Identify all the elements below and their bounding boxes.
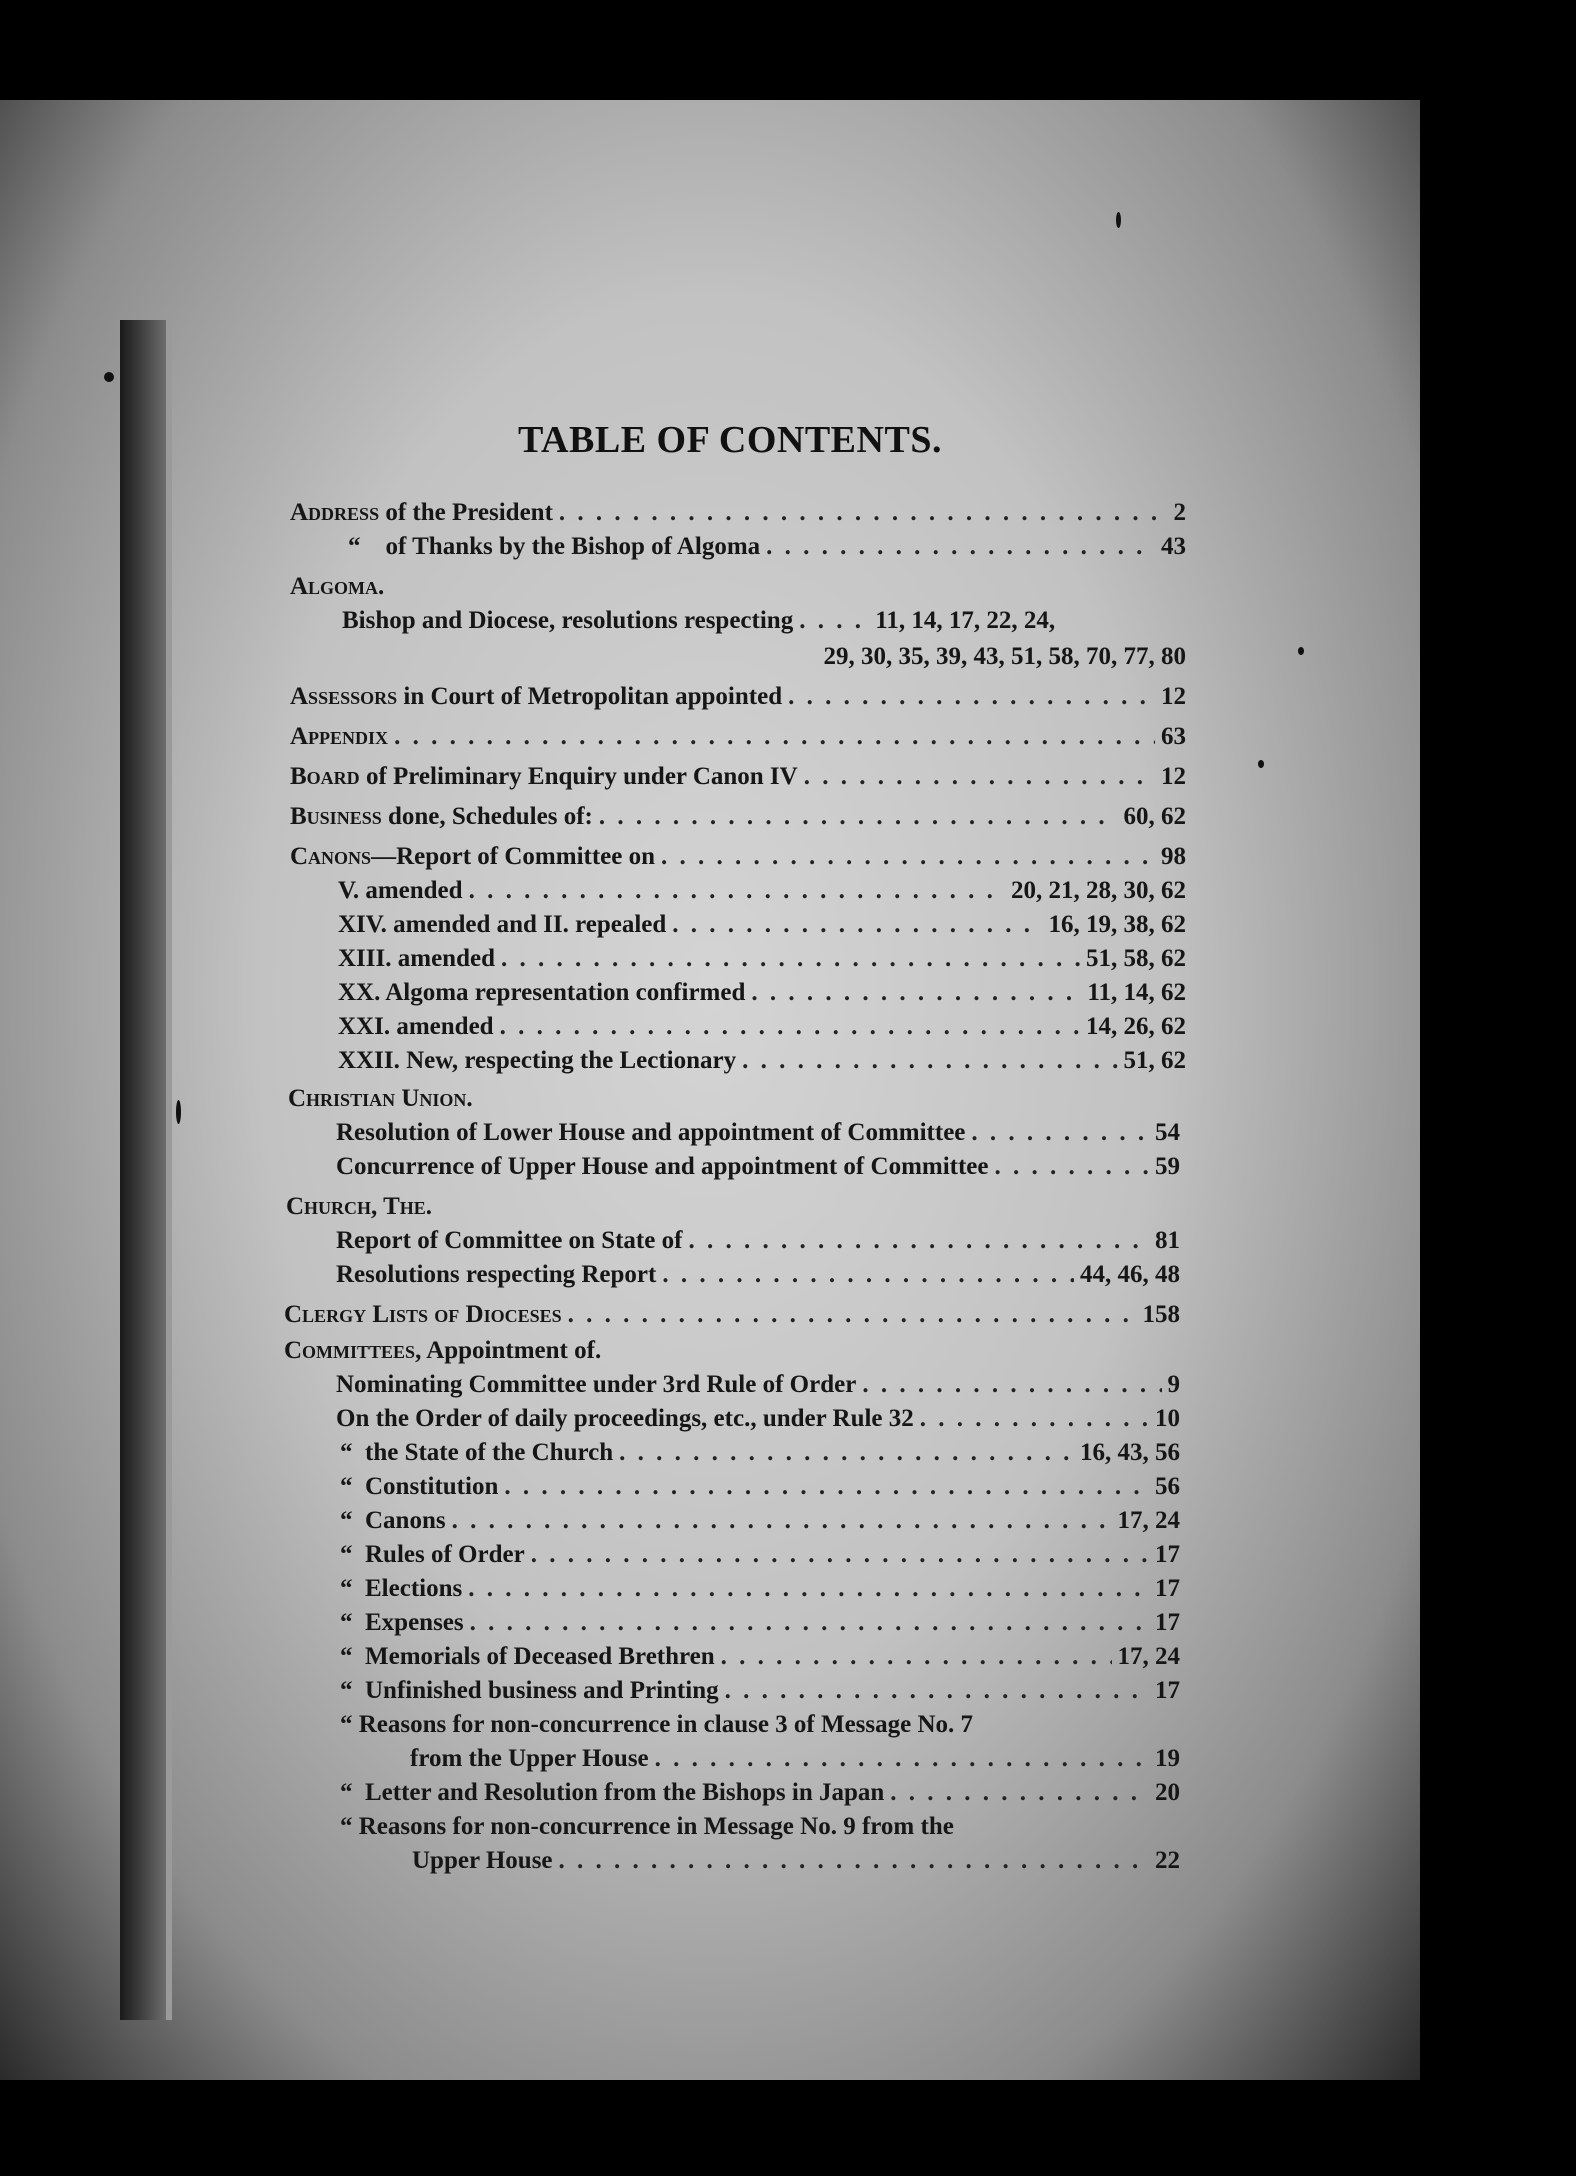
entry-text: of Thanks by the Bishop of Algoma: [360, 533, 761, 560]
leader-dots: [501, 942, 1080, 976]
toc-entry: “ Rules of Order . . . 17: [340, 1538, 1180, 1572]
leader-dots: [804, 760, 1155, 794]
leader-dots: [742, 1044, 1117, 1078]
toc-entry: Nominating Committee under 3rd Rule of Order . . . 9: [336, 1368, 1180, 1402]
toc-entry: Concurrence of Upper House and appointment of Committee . . . 59: [336, 1150, 1180, 1184]
toc-entry: XXII. New, respecting the Lectionary . . . 51, 62: [338, 1044, 1186, 1078]
toc-entry: Resolution of Lower House and appointment of Committee . . . 54: [336, 1116, 1180, 1150]
toc-entry: “ Letter and Resolution from the Bishops in Japan . . . 20: [340, 1776, 1180, 1810]
toc-entry: Canons—Report of Committee on . . . 98: [290, 840, 1186, 874]
leader-dots: [799, 604, 869, 638]
leader-dots: [672, 908, 1042, 942]
toc-entry: “ Elections . . . 17: [340, 1572, 1180, 1606]
leader-dots: [559, 1844, 1149, 1878]
leader-dots: [862, 1368, 1161, 1402]
leader-dots: [559, 496, 1168, 530]
leader-dots: [394, 720, 1155, 754]
page-title: TABLE OF CONTENTS.: [518, 419, 942, 461]
leader-dots: [725, 1674, 1149, 1708]
toc-entry: Report of Committee on State of . . . 81: [336, 1224, 1180, 1258]
toc-entry: Upper House . . . 22: [412, 1844, 1180, 1878]
scan-speck: [176, 1100, 181, 1124]
leader-dots: [468, 1572, 1149, 1606]
leader-dots: [662, 1258, 1074, 1292]
leader-dots: [995, 1150, 1149, 1184]
leader-dots: [788, 680, 1155, 714]
leader-dots: [751, 976, 1081, 1010]
leader-dots: [890, 1776, 1149, 1810]
section-heading: Church, The.: [286, 1193, 433, 1220]
leader-dots: [531, 1538, 1149, 1572]
leader-dots: [568, 1298, 1137, 1332]
toc-entry: [342, 604, 1146, 638]
leader-dots: [500, 1010, 1080, 1044]
toc-entry: “ Constitution . . . 56: [340, 1470, 1180, 1504]
toc-entry: “ Unfinished business and Printing . . . 17: [340, 1674, 1180, 1708]
entry-text: Bishop and Diocese, resolutions respecting: [342, 607, 794, 634]
entry-pages: 43: [1161, 533, 1186, 560]
section-heading: Committees, Appointment of.: [284, 1337, 602, 1364]
toc-entry: On the Order of daily proceedings, etc., under Rule 32 . . . 10: [336, 1402, 1180, 1436]
toc-entry: Clergy Lists of Dioceses . . . 158: [284, 1298, 1180, 1332]
leader-dots: [971, 1116, 1149, 1150]
toc-entry: V. amended . . . 20, 21, 28, 30, 62: [338, 874, 1186, 908]
leader-dots: [452, 1504, 1112, 1538]
scan-speck: [1116, 212, 1121, 228]
leader-dots: [661, 840, 1155, 874]
leader-dots: [599, 800, 1118, 834]
toc-entry: Resolutions respecting Report . . . 44, 46, 48: [336, 1258, 1180, 1292]
toc-entry: from the Upper House . . . 19: [410, 1742, 1180, 1776]
toc-entry: Assessors in Court of Metropolitan appointed . . . 12: [290, 680, 1186, 714]
ditto-mark: “: [348, 533, 361, 560]
toc-entry: “ Memorials of Deceased Brethren . . . 17, 24: [340, 1640, 1180, 1674]
entry-pages: 11, 14, 17, 22, 24,: [875, 607, 1056, 634]
toc-entry: Board of Preliminary Enquiry under Canon IV . . . 12: [290, 760, 1186, 794]
section-heading: Algoma.: [290, 573, 385, 600]
entry-pages-continued: 29, 30, 35, 39, 43, 51, 58, 70, 77, 80: [823, 643, 1186, 670]
scan-speck: [1298, 647, 1304, 655]
toc-entry: XIII. amended . . . 51, 58, 62: [338, 942, 1186, 976]
toc-entry: XIV. amended and II. repealed . . . 16, 19, 38, 62: [338, 908, 1186, 942]
toc-entry-first-line: “ Reasons for non-concurrence in clause 3 of Message No. 7: [340, 1711, 974, 1738]
toc-entry: XXI. amended . . . 14, 26, 62: [338, 1010, 1186, 1044]
scan-speck: [104, 372, 114, 382]
scan-speck: [1258, 760, 1264, 768]
toc-entry: XX. Algoma representation confirmed . . . 11, 14, 62: [338, 976, 1186, 1010]
leader-dots: [504, 1470, 1149, 1504]
leader-dots: [655, 1742, 1149, 1776]
toc-entry: “ Expenses . . . 17: [340, 1606, 1180, 1640]
entry-text: of the President: [379, 499, 553, 526]
leader-dots: [920, 1402, 1149, 1436]
toc-entry: Business done, Schedules of: . . . 60, 62: [290, 800, 1186, 834]
leader-dots: [619, 1436, 1074, 1470]
leader-dots: [470, 1606, 1149, 1640]
toc-entry: [290, 496, 1186, 530]
toc-entry-first-line: “ Reasons for non-concurrence in Message No. 9 from the: [340, 1813, 954, 1840]
toc-entry: Appendix . . . 63: [290, 720, 1186, 754]
toc-entry: “ Canons . . . 17, 24: [340, 1504, 1180, 1538]
toc-entry: [348, 530, 1186, 564]
entry-head: Address: [290, 499, 380, 526]
leader-dots: [766, 530, 1155, 564]
section-heading: Christian Union.: [288, 1085, 473, 1112]
toc-entry: “ the State of the Church . . . 16, 43, 56: [340, 1436, 1180, 1470]
entry-pages: 2: [1173, 499, 1186, 526]
leader-dots: [721, 1640, 1112, 1674]
leader-dots: [688, 1224, 1149, 1258]
leader-dots: [469, 874, 1005, 908]
